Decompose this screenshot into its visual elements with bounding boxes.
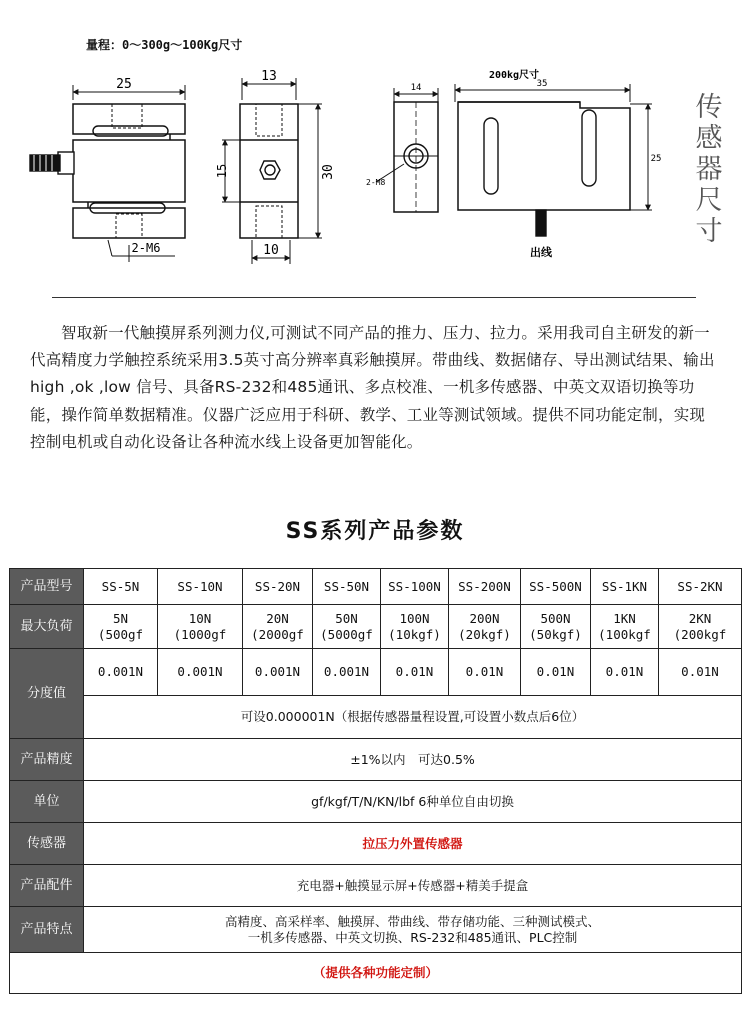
model-cell: SS-5N: [84, 569, 158, 605]
side-height-dim: 30: [321, 164, 336, 180]
max-load-cell: 200N (20kgf): [449, 605, 521, 649]
side-bottom-dim: 10: [263, 243, 279, 258]
front-thread-dim: 2-M6: [131, 241, 161, 255]
max-load-cell: 20N (2000gf: [243, 605, 313, 649]
sensor-dimension-drawings: [0, 0, 750, 300]
max-load-cell: 2KN (200kgf: [659, 605, 742, 649]
unit-value: gf/kgf/T/N/KN/lbf 6种单位自由切换: [84, 781, 742, 823]
table-row-resolution: [10, 649, 742, 696]
model-cell: SS-500N: [521, 569, 591, 605]
parameter-table: [9, 568, 742, 994]
resolution-cell: 0.01N: [449, 649, 521, 696]
resolution-cell: 0.01N: [521, 649, 591, 696]
max-load-cell: 5N (500gf: [84, 605, 158, 649]
row-label-model: 产品型号: [10, 569, 84, 605]
large-view: [455, 84, 652, 236]
resolution-cell: 0.001N: [84, 649, 158, 696]
resolution-note: 可设0.000001N（根据传感器量程设置,可设置小数点后6位）: [84, 696, 742, 739]
row-label-accuracy: 产品精度: [10, 739, 84, 781]
model-cell: SS-200N: [449, 569, 521, 605]
model-cell: SS-50N: [313, 569, 381, 605]
side-view: [222, 78, 322, 264]
side-inner-dim: 15: [215, 163, 229, 179]
resolution-cell: 0.001N: [243, 649, 313, 696]
table-row-model: [10, 569, 742, 605]
side-top-dim: 13: [261, 69, 277, 84]
front-view: [30, 85, 185, 262]
range-label: 量程：0～300g～100Kg尺寸: [86, 38, 243, 52]
resolution-cell: 0.01N: [591, 649, 659, 696]
cable-label: 出线: [530, 246, 552, 259]
resolution-cell: 0.001N: [158, 649, 243, 696]
row-label-sensor: 传感器: [10, 823, 84, 865]
table-row-max-load: [10, 605, 742, 649]
model-cell: SS-2KN: [659, 569, 742, 605]
resolution-cell: 0.01N: [659, 649, 742, 696]
table-row-custom: [10, 953, 742, 994]
hole-thread-dim: 2-M8: [366, 178, 386, 187]
large-view-label: 200kg尺寸: [488, 70, 540, 81]
model-cell: SS-20N: [243, 569, 313, 605]
technical-drawing: [0, 0, 750, 300]
table-row-features: [10, 907, 742, 953]
model-cell: SS-1KN: [591, 569, 659, 605]
sensor-value: 拉压力外置传感器: [84, 823, 742, 865]
product-description: 智取新一代触摸屏系列测力仪,可测试不同产品的推力、压力、拉力。采用我司自主研发的新一代高精度力学触控系统采用3.5英寸高分辨率真彩触摸屏。带曲线、数据储存、导出测试结果、输出 high ,ok ,low 信号、具备RS-232和485通讯、多点校准、一机多传感器、中英文双语切换等功能，操作简单数据精准。仪器广泛应用于科研、教学、工业等测试领域。提供不同功能定制，实现控制电机或自动化设备让各种流水线上设备更加智能化。: [30, 324, 715, 451]
max-load-cell: 10N (1000gf: [158, 605, 243, 649]
row-label-features: 产品特点: [10, 907, 84, 953]
vertical-title: 传感器尺寸: [695, 92, 723, 247]
resolution-cell: 0.01N: [381, 649, 449, 696]
custom-note: （提供各种功能定制）: [10, 953, 742, 994]
table-row-sensor: [10, 823, 742, 865]
row-label-accessories: 产品配件: [10, 865, 84, 907]
divider: [52, 297, 696, 298]
hole-width-dim: 14: [410, 83, 422, 93]
table-row-unit: [10, 781, 742, 823]
resolution-cell: 0.001N: [313, 649, 381, 696]
row-label-resolution: 分度值: [10, 649, 84, 739]
accuracy-value: ±1%以内 可达0.5%: [84, 739, 742, 781]
table-row-resolution-note: [10, 696, 742, 739]
row-label-max-load: 最大负荷: [10, 605, 84, 649]
large-height-dim: 25: [650, 154, 662, 164]
features-value: 高精度、高采样率、触摸屏、带曲线、带存储功能、三种测试模式、 一机多传感器、中英文切换、RS-232和485通讯、PLC控制: [84, 907, 742, 953]
front-width-dim: 25: [116, 77, 132, 92]
table-title: SS系列产品参数: [285, 519, 465, 544]
hole-view: [376, 88, 438, 212]
model-cell: SS-100N: [381, 569, 449, 605]
accessories-value: 充电器+触摸显示屏+传感器+精美手提盒: [84, 865, 742, 907]
table-row-accessories: [10, 865, 742, 907]
row-label-unit: 单位: [10, 781, 84, 823]
model-cell: SS-10N: [158, 569, 243, 605]
max-load-cell: 1KN (100kgf: [591, 605, 659, 649]
max-load-cell: 500N (50kgf): [521, 605, 591, 649]
max-load-cell: 50N (5000gf: [313, 605, 381, 649]
max-load-cell: 100N (10kgf): [381, 605, 449, 649]
large-width-dim: 35: [536, 79, 548, 89]
table-row-accuracy: [10, 739, 742, 781]
